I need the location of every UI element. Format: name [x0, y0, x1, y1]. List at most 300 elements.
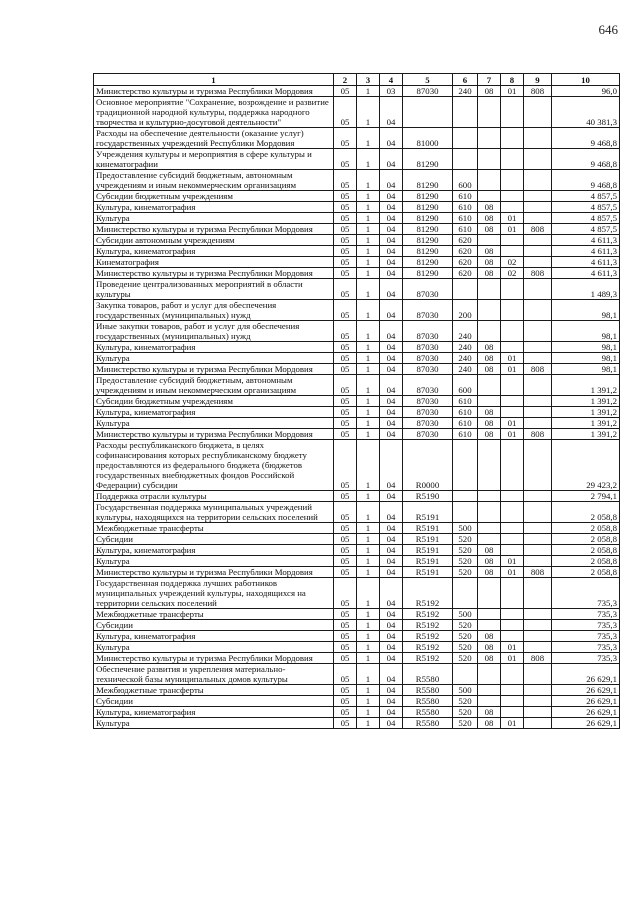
code-cell: 05: [334, 257, 357, 268]
code-cell: 04: [380, 97, 403, 128]
table-row: [94, 246, 620, 257]
page-number: 646: [598, 22, 618, 37]
row-name-cell: Культура: [94, 642, 334, 653]
code-cell: R5190: [403, 491, 453, 502]
code-cell: 1: [357, 534, 380, 545]
code-cell: 1: [357, 407, 380, 418]
row-name-cell: Субсидии: [94, 620, 334, 631]
code-cell: 1: [357, 707, 380, 718]
code-cell: [478, 609, 501, 620]
code-cell: 05: [334, 631, 357, 642]
amount-cell: 26 629,1: [552, 664, 620, 685]
code-cell: 04: [380, 620, 403, 631]
code-cell: 08: [478, 407, 501, 418]
code-cell: 1: [357, 246, 380, 257]
code-cell: 08: [478, 545, 501, 556]
code-cell: R5580: [403, 718, 453, 729]
code-cell: 05: [334, 429, 357, 440]
table-row: [94, 407, 620, 418]
code-cell: 1: [357, 631, 380, 642]
amount-cell: 9 468,8: [552, 149, 620, 170]
table-row: [94, 364, 620, 375]
code-cell: 500: [453, 523, 478, 534]
code-cell: 520: [453, 642, 478, 653]
code-cell: [501, 246, 524, 257]
code-cell: 1: [357, 545, 380, 556]
code-cell: [501, 534, 524, 545]
code-cell: 04: [380, 202, 403, 213]
code-cell: R5191: [403, 523, 453, 534]
table-row: [94, 609, 620, 620]
code-cell: [524, 491, 552, 502]
amount-cell: 4 857,5: [552, 224, 620, 235]
code-cell: 04: [380, 707, 403, 718]
row-name-cell: Культура, кинематография: [94, 545, 334, 556]
code-cell: [501, 279, 524, 300]
code-cell: R5580: [403, 685, 453, 696]
code-cell: 05: [334, 491, 357, 502]
row-name-cell: Министерство культуры и туризма Республики Мордовия: [94, 268, 334, 279]
code-cell: [501, 609, 524, 620]
code-cell: 520: [453, 567, 478, 578]
code-cell: [478, 534, 501, 545]
code-cell: 1: [357, 440, 380, 491]
amount-cell: 26 629,1: [552, 696, 620, 707]
column-header: 8: [501, 74, 524, 86]
row-name-cell: Учреждения культуры и мероприятия в сфере культуры и кинематографии: [94, 149, 334, 170]
code-cell: [524, 631, 552, 642]
code-cell: 1: [357, 268, 380, 279]
code-cell: 81000: [403, 128, 453, 149]
code-cell: 05: [334, 342, 357, 353]
table-row: [94, 213, 620, 224]
code-cell: 81290: [403, 257, 453, 268]
row-name-cell: Государственная поддержка муниципальных учреждений культуры, находящихся на территории сельских поселений: [94, 502, 334, 523]
code-cell: 04: [380, 407, 403, 418]
column-header: 3: [357, 74, 380, 86]
code-cell: 08: [478, 364, 501, 375]
row-name-cell: Министерство культуры и туризма Республики Мордовия: [94, 429, 334, 440]
code-cell: 500: [453, 685, 478, 696]
code-cell: 05: [334, 321, 357, 342]
row-name-cell: Межбюджетные трансферты: [94, 609, 334, 620]
code-cell: 808: [524, 429, 552, 440]
code-cell: R5192: [403, 620, 453, 631]
code-cell: R5192: [403, 653, 453, 664]
code-cell: 05: [334, 396, 357, 407]
code-cell: [478, 128, 501, 149]
code-cell: [478, 149, 501, 170]
code-cell: 02: [501, 257, 524, 268]
table-body: [94, 86, 620, 729]
code-cell: [478, 170, 501, 191]
code-cell: [478, 300, 501, 321]
code-cell: [501, 502, 524, 523]
code-cell: 808: [524, 653, 552, 664]
code-cell: 1: [357, 620, 380, 631]
code-cell: 04: [380, 440, 403, 491]
code-cell: [501, 631, 524, 642]
code-cell: 1: [357, 235, 380, 246]
code-cell: 01: [501, 418, 524, 429]
code-cell: [478, 502, 501, 523]
code-cell: 520: [453, 545, 478, 556]
code-cell: 05: [334, 418, 357, 429]
table-row: [94, 97, 620, 128]
row-name-cell: Субсидии: [94, 534, 334, 545]
code-cell: 08: [478, 631, 501, 642]
code-cell: [524, 707, 552, 718]
row-name-cell: Обеспечение развития и укрепления материально-технической базы муниципальных домов культуры: [94, 664, 334, 685]
code-cell: 1: [357, 191, 380, 202]
code-cell: [478, 191, 501, 202]
code-cell: [524, 97, 552, 128]
code-cell: R5191: [403, 502, 453, 523]
column-header: 5: [403, 74, 453, 86]
table-row: [94, 300, 620, 321]
code-cell: 87030: [403, 342, 453, 353]
code-cell: 1: [357, 718, 380, 729]
amount-cell: 9 468,8: [552, 128, 620, 149]
code-cell: 04: [380, 149, 403, 170]
code-cell: 808: [524, 268, 552, 279]
code-cell: 520: [453, 696, 478, 707]
code-cell: 87030: [403, 429, 453, 440]
table-row: [94, 128, 620, 149]
code-cell: 08: [478, 224, 501, 235]
amount-cell: 98,1: [552, 353, 620, 364]
amount-cell: 9 468,8: [552, 170, 620, 191]
table-row: [94, 396, 620, 407]
amount-cell: 26 629,1: [552, 718, 620, 729]
amount-cell: 1 489,3: [552, 279, 620, 300]
code-cell: 1: [357, 567, 380, 578]
code-cell: 240: [453, 86, 478, 97]
row-name-cell: Министерство культуры и туризма Республики Мордовия: [94, 653, 334, 664]
code-cell: 08: [478, 257, 501, 268]
code-cell: 05: [334, 353, 357, 364]
code-cell: 04: [380, 268, 403, 279]
row-name-cell: Расходы на обеспечение деятельности (оказание услуг) государственных учреждений Республики Мордовия: [94, 128, 334, 149]
code-cell: [524, 407, 552, 418]
code-cell: 05: [334, 556, 357, 567]
code-cell: 1: [357, 149, 380, 170]
table-row: [94, 631, 620, 642]
code-cell: 620: [453, 268, 478, 279]
code-cell: 04: [380, 664, 403, 685]
code-cell: 81290: [403, 191, 453, 202]
row-name-cell: Межбюджетные трансферты: [94, 523, 334, 534]
code-cell: [524, 300, 552, 321]
code-cell: 05: [334, 642, 357, 653]
code-cell: 01: [501, 718, 524, 729]
code-cell: [478, 396, 501, 407]
code-cell: 610: [453, 224, 478, 235]
code-cell: 500: [453, 609, 478, 620]
code-cell: [478, 440, 501, 491]
row-name-cell: Субсидии бюджетным учреждениям: [94, 396, 334, 407]
code-cell: 08: [478, 642, 501, 653]
code-cell: [524, 257, 552, 268]
code-cell: 04: [380, 213, 403, 224]
code-cell: R5580: [403, 707, 453, 718]
code-cell: [478, 696, 501, 707]
code-cell: 1: [357, 364, 380, 375]
code-cell: 05: [334, 567, 357, 578]
code-cell: [524, 502, 552, 523]
code-cell: 02: [501, 268, 524, 279]
column-header: 4: [380, 74, 403, 86]
amount-cell: 4 611,3: [552, 235, 620, 246]
code-cell: 1: [357, 578, 380, 609]
table-row: [94, 86, 620, 97]
code-cell: 04: [380, 418, 403, 429]
code-cell: R5191: [403, 534, 453, 545]
code-cell: 05: [334, 364, 357, 375]
code-cell: 04: [380, 321, 403, 342]
table-row: [94, 642, 620, 653]
code-cell: 1: [357, 502, 380, 523]
code-cell: 04: [380, 685, 403, 696]
amount-cell: 2 058,8: [552, 567, 620, 578]
table-row: [94, 429, 620, 440]
code-cell: [501, 707, 524, 718]
code-cell: 05: [334, 170, 357, 191]
row-name-cell: Субсидии: [94, 696, 334, 707]
amount-cell: 735,3: [552, 609, 620, 620]
code-cell: [524, 213, 552, 224]
amount-cell: 1 391,2: [552, 418, 620, 429]
table-row: [94, 534, 620, 545]
code-cell: 05: [334, 279, 357, 300]
code-cell: 05: [334, 523, 357, 534]
code-cell: 05: [334, 609, 357, 620]
code-cell: 87030: [403, 396, 453, 407]
table-row: [94, 418, 620, 429]
code-cell: 1: [357, 491, 380, 502]
code-cell: 1: [357, 202, 380, 213]
code-cell: [501, 191, 524, 202]
code-cell: 05: [334, 502, 357, 523]
code-cell: 08: [478, 556, 501, 567]
code-cell: 03: [380, 86, 403, 97]
code-cell: 520: [453, 631, 478, 642]
code-cell: 808: [524, 567, 552, 578]
column-header: 7: [478, 74, 501, 86]
row-name-cell: Культура: [94, 556, 334, 567]
code-cell: 1: [357, 353, 380, 364]
code-cell: [524, 578, 552, 609]
code-cell: 1: [357, 342, 380, 353]
code-cell: [501, 620, 524, 631]
code-cell: 05: [334, 440, 357, 491]
row-name-cell: Культура: [94, 213, 334, 224]
code-cell: 808: [524, 86, 552, 97]
code-cell: 05: [334, 578, 357, 609]
amount-cell: 4 611,3: [552, 246, 620, 257]
row-name-cell: Закупка товаров, работ и услуг для обеспечения государственных (муниципальных) нужд: [94, 300, 334, 321]
code-cell: [478, 620, 501, 631]
code-cell: [524, 170, 552, 191]
code-cell: 600: [453, 170, 478, 191]
row-name-cell: Культура: [94, 718, 334, 729]
code-cell: 81290: [403, 149, 453, 170]
column-header: 9: [524, 74, 552, 86]
row-name-cell: Основное мероприятие "Сохранение, возрождение и развитие традиционной народной культуры, поддержка народного творчества и культурно-досуговой деятельности": [94, 97, 334, 128]
code-cell: 87030: [403, 364, 453, 375]
code-cell: 1: [357, 213, 380, 224]
row-name-cell: Поддержка отрасли культуры: [94, 491, 334, 502]
code-cell: 04: [380, 364, 403, 375]
code-cell: 01: [501, 642, 524, 653]
amount-cell: 4 857,5: [552, 191, 620, 202]
code-cell: [524, 246, 552, 257]
code-cell: [524, 191, 552, 202]
code-cell: 610: [453, 213, 478, 224]
code-cell: 05: [334, 696, 357, 707]
code-cell: 05: [334, 246, 357, 257]
row-name-cell: Культура, кинематография: [94, 407, 334, 418]
code-cell: 05: [334, 128, 357, 149]
code-cell: 240: [453, 342, 478, 353]
budget-table: [93, 73, 620, 729]
code-cell: 04: [380, 224, 403, 235]
code-cell: [501, 407, 524, 418]
code-cell: 01: [501, 653, 524, 664]
code-cell: 600: [453, 375, 478, 396]
table-row: [94, 664, 620, 685]
code-cell: [478, 97, 501, 128]
code-cell: 1: [357, 696, 380, 707]
code-cell: [501, 300, 524, 321]
table-row: [94, 685, 620, 696]
code-cell: 04: [380, 191, 403, 202]
code-cell: 1: [357, 642, 380, 653]
code-cell: 05: [334, 213, 357, 224]
code-cell: 1: [357, 224, 380, 235]
code-cell: R0000: [403, 440, 453, 491]
code-cell: 808: [524, 364, 552, 375]
table-row: [94, 440, 620, 491]
code-cell: [501, 396, 524, 407]
code-cell: [501, 685, 524, 696]
table-row: [94, 578, 620, 609]
code-cell: [524, 128, 552, 149]
code-cell: [501, 202, 524, 213]
amount-cell: 735,3: [552, 631, 620, 642]
code-cell: 01: [501, 86, 524, 97]
code-cell: 01: [501, 224, 524, 235]
table-row: [94, 707, 620, 718]
code-cell: 05: [334, 620, 357, 631]
code-cell: 04: [380, 375, 403, 396]
code-cell: 08: [478, 246, 501, 257]
code-cell: [478, 375, 501, 396]
code-cell: [524, 685, 552, 696]
row-name-cell: Культура, кинематография: [94, 202, 334, 213]
code-cell: 04: [380, 556, 403, 567]
code-cell: 05: [334, 664, 357, 685]
code-cell: 04: [380, 545, 403, 556]
code-cell: R5192: [403, 578, 453, 609]
code-cell: 08: [478, 213, 501, 224]
code-cell: [478, 321, 501, 342]
code-cell: [453, 149, 478, 170]
code-cell: 05: [334, 375, 357, 396]
code-cell: R5192: [403, 609, 453, 620]
amount-cell: 4 611,3: [552, 257, 620, 268]
code-cell: [453, 128, 478, 149]
code-cell: 04: [380, 523, 403, 534]
code-cell: 520: [453, 718, 478, 729]
code-cell: 01: [501, 353, 524, 364]
code-cell: [403, 97, 453, 128]
code-cell: 08: [478, 268, 501, 279]
code-cell: 87030: [403, 375, 453, 396]
code-cell: R5580: [403, 696, 453, 707]
code-cell: 520: [453, 653, 478, 664]
code-cell: 05: [334, 191, 357, 202]
code-cell: [501, 523, 524, 534]
code-cell: [453, 279, 478, 300]
code-cell: 01: [501, 429, 524, 440]
code-cell: 1: [357, 396, 380, 407]
code-cell: 87030: [403, 418, 453, 429]
code-cell: [524, 235, 552, 246]
table-row: [94, 567, 620, 578]
row-name-cell: Министерство культуры и туризма Республики Мордовия: [94, 86, 334, 97]
code-cell: [478, 235, 501, 246]
code-cell: 04: [380, 534, 403, 545]
code-cell: 87030: [403, 86, 453, 97]
code-cell: 1: [357, 375, 380, 396]
code-cell: [524, 321, 552, 342]
code-cell: 05: [334, 718, 357, 729]
code-cell: 05: [334, 86, 357, 97]
code-cell: [453, 97, 478, 128]
code-cell: [501, 149, 524, 170]
column-header: 2: [334, 74, 357, 86]
code-cell: 08: [478, 86, 501, 97]
code-cell: 1: [357, 279, 380, 300]
code-cell: 08: [478, 202, 501, 213]
table-row: [94, 545, 620, 556]
code-cell: [478, 523, 501, 534]
table-row: [94, 149, 620, 170]
code-cell: [501, 664, 524, 685]
code-cell: 520: [453, 556, 478, 567]
table-row: [94, 268, 620, 279]
amount-cell: 29 423,2: [552, 440, 620, 491]
row-name-cell: Межбюджетные трансферты: [94, 685, 334, 696]
table-row: [94, 321, 620, 342]
amount-cell: 26 629,1: [552, 685, 620, 696]
code-cell: [524, 418, 552, 429]
code-cell: [501, 235, 524, 246]
code-cell: [524, 718, 552, 729]
code-cell: 05: [334, 235, 357, 246]
amount-cell: 735,3: [552, 653, 620, 664]
code-cell: [524, 664, 552, 685]
code-cell: 520: [453, 534, 478, 545]
code-cell: 04: [380, 257, 403, 268]
code-cell: 610: [453, 429, 478, 440]
code-cell: 240: [453, 321, 478, 342]
code-cell: [453, 502, 478, 523]
code-cell: R5191: [403, 556, 453, 567]
table-row: [94, 523, 620, 534]
code-cell: [478, 664, 501, 685]
